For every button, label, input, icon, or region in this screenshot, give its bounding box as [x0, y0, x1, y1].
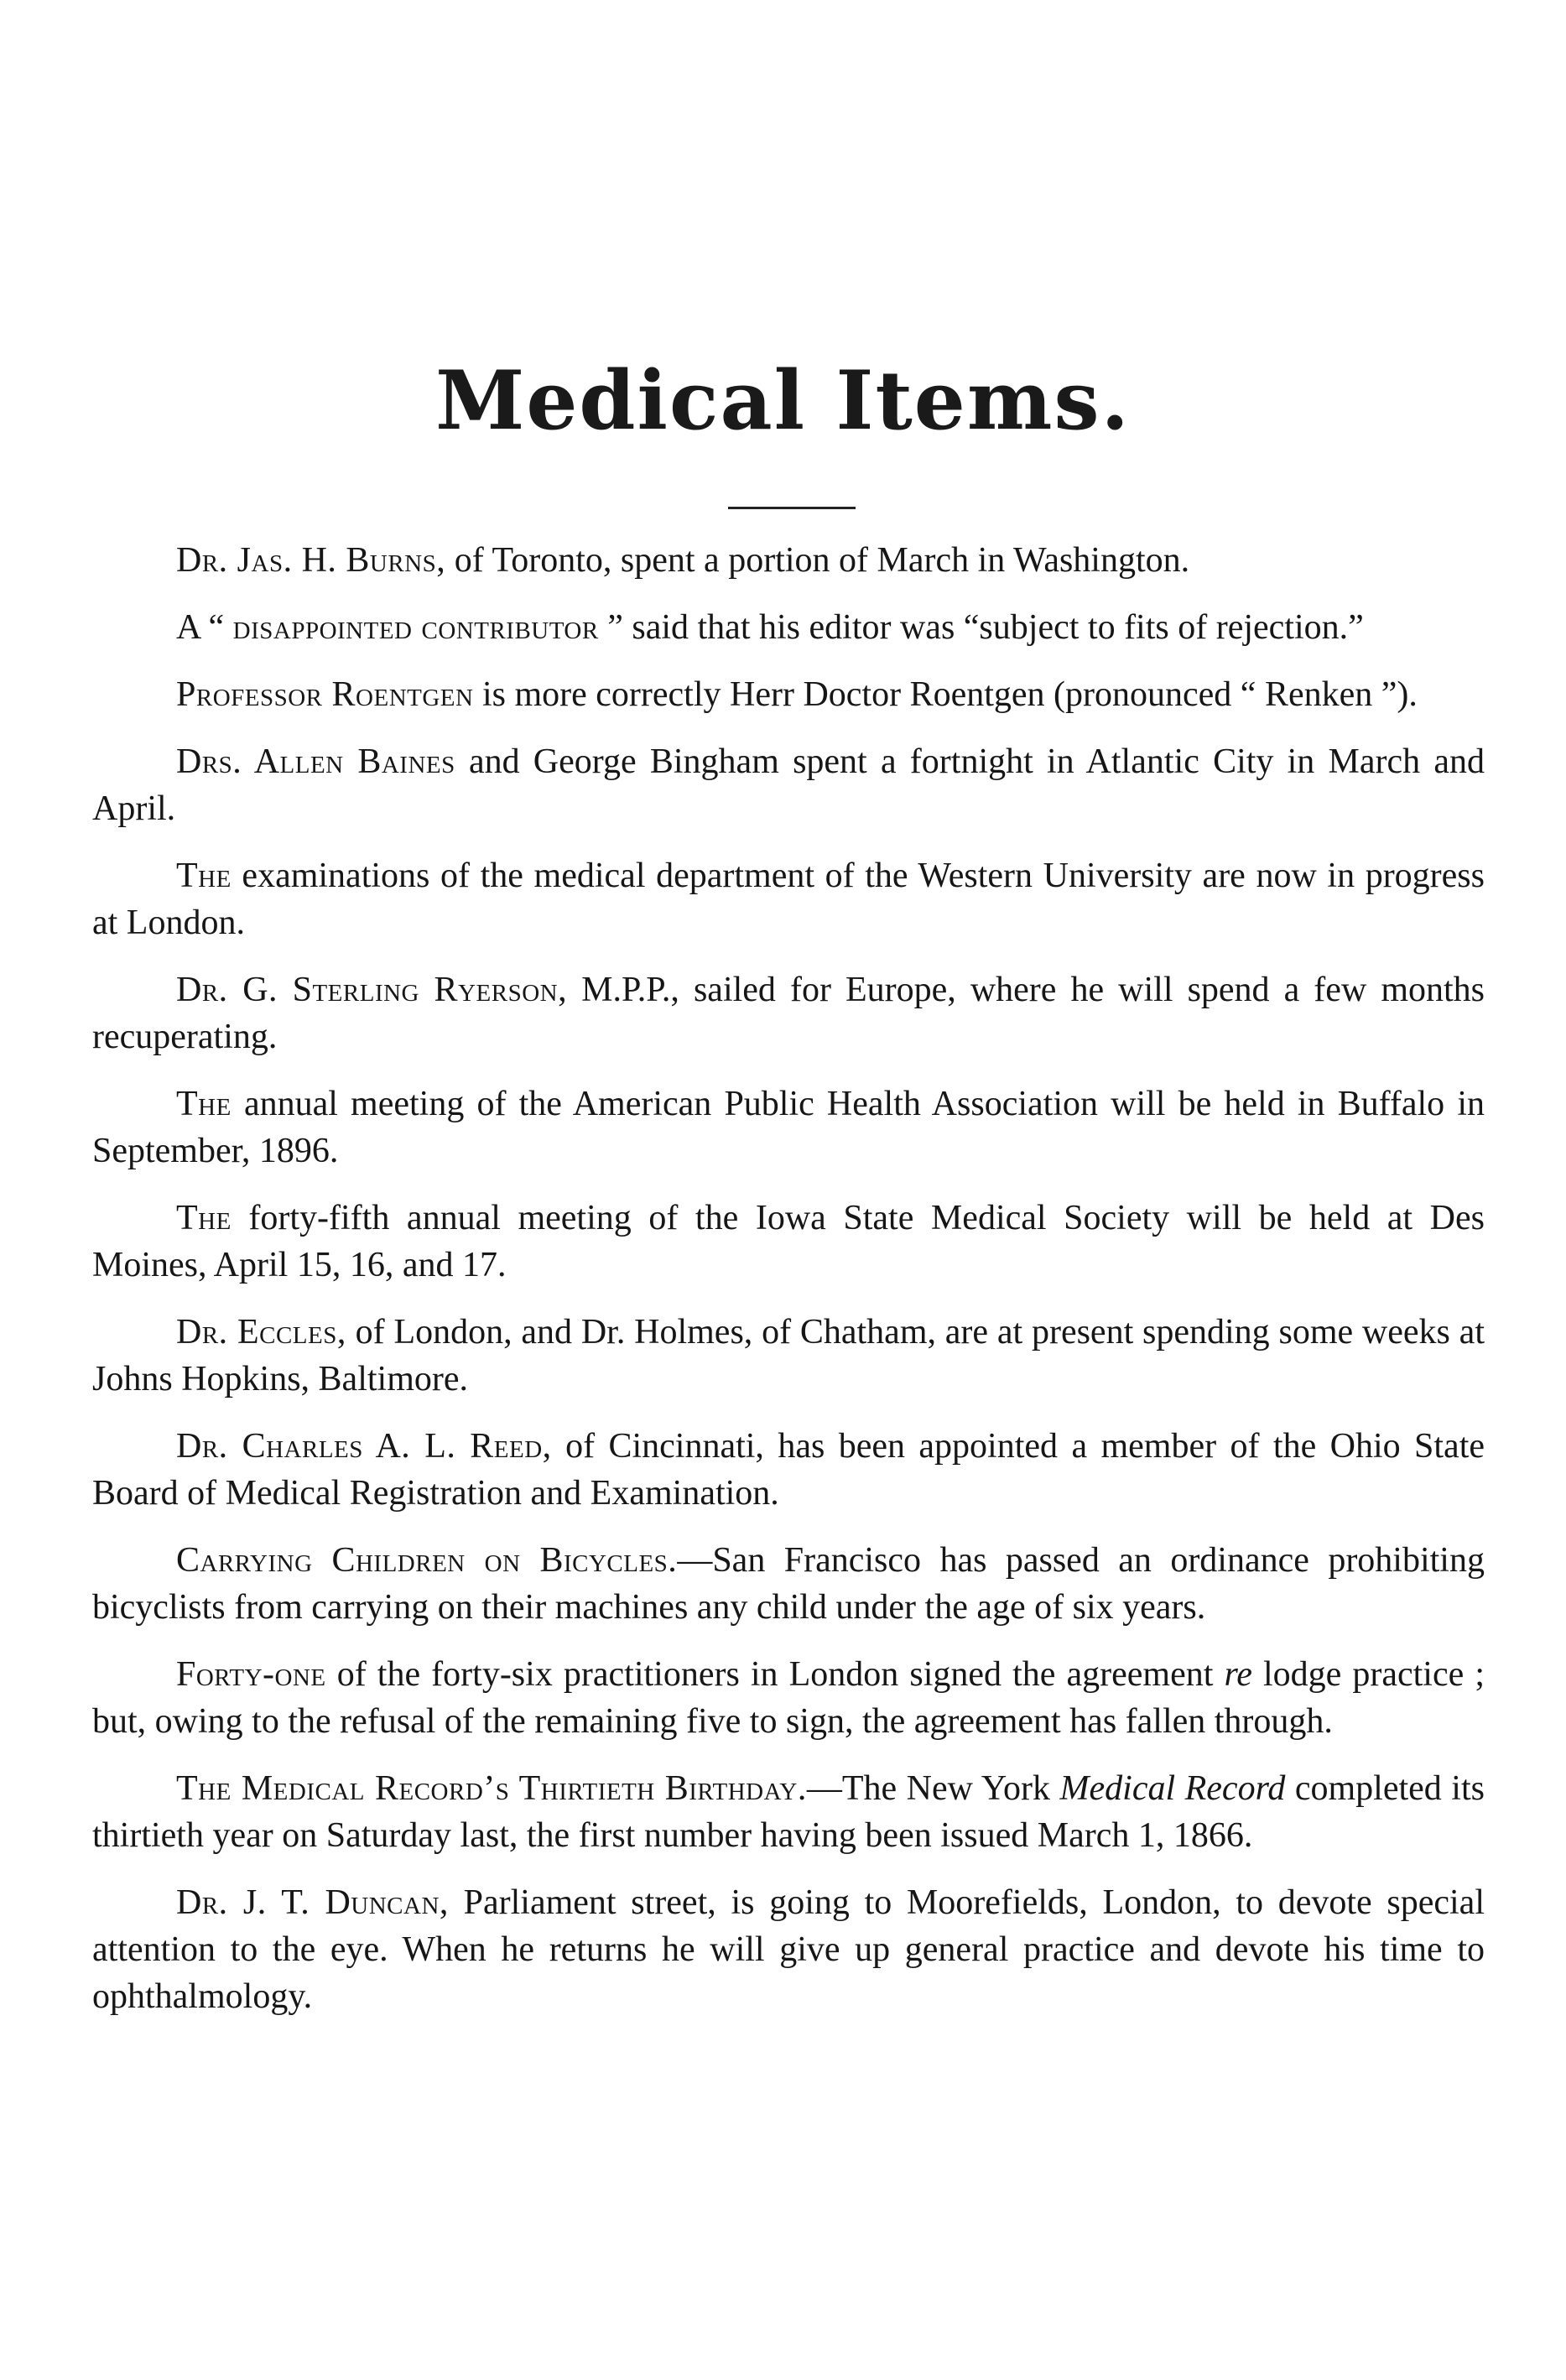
- page-title: Medical Items.: [435, 353, 1131, 448]
- news-item-duncan: [92, 1879, 1485, 2020]
- item-lead: Carrying Children on Bicycles.: [176, 1541, 678, 1580]
- title-divider: [728, 507, 856, 509]
- news-items: [92, 537, 1485, 2040]
- item-text: examinations of the medical department of the Western University are now in progress at London.: [92, 857, 1485, 942]
- news-item-roentgen: [92, 671, 1485, 718]
- item-italic: Medical Record: [1059, 1769, 1286, 1808]
- item-text: forty-fifth annual meeting of the Iowa State Medical Society will be held at Des Moines, April 15, 16, and 17.: [92, 1199, 1485, 1284]
- item-text: of Toronto, spent a portion of March in Washington.: [445, 541, 1190, 580]
- news-item-burns: [92, 537, 1485, 584]
- item-lead: The: [176, 1199, 232, 1237]
- news-item-reed: [92, 1423, 1485, 1517]
- item-text-continued: completed its thirtieth year on Saturday last, the first number having been issued March 1, 1866.: [92, 1769, 1485, 1855]
- item-lead: The: [176, 857, 232, 895]
- news-item-public-health-association: [92, 1081, 1485, 1174]
- item-lead: Dr. J. T. Duncan,: [176, 1883, 449, 1922]
- item-text-continued: lodge practice ; but, owing to the refusal of the remaining five to sign, the agreement has fallen through.: [92, 1655, 1485, 1741]
- news-item-disappointed-contributor: [92, 604, 1485, 651]
- item-lead: Forty-one: [176, 1655, 326, 1694]
- item-text: —The New York: [806, 1769, 1060, 1808]
- item-text: of Cincinnati, has been appointed a member of the Ohio State Board of Medical Registration and Examination.: [92, 1427, 1485, 1513]
- news-item-eccles-holmes: [92, 1309, 1485, 1403]
- item-lead: The: [176, 1085, 232, 1123]
- news-item-iowa-medical-society: [92, 1195, 1485, 1289]
- item-lead: The Medical Record’s Thirtieth Birthday.: [176, 1769, 807, 1808]
- item-lead: Dr. Eccles,: [176, 1313, 346, 1351]
- news-item-lodge-practice: [92, 1651, 1485, 1745]
- item-lead: Drs. Allen Baines: [176, 742, 455, 781]
- item-text: ” said that his editor was “subject to fits of rejection.”: [598, 608, 1364, 647]
- news-item-western-university: [92, 852, 1485, 946]
- item-text: of London, and Dr. Holmes, of Chatham, are at present spending some weeks at Johns Hopkins, Baltimore.: [92, 1313, 1485, 1398]
- item-italic: re: [1224, 1655, 1252, 1694]
- item-text: M.P.P., sailed for Europe, where he will spend a few months recuperating.: [92, 971, 1485, 1056]
- item-lead: Dr. G. Sterling Ryerson,: [176, 971, 568, 1009]
- news-item-bicycles: [92, 1537, 1485, 1631]
- news-item-baines-bingham: [92, 738, 1485, 832]
- item-lead: Professor Roentgen: [176, 675, 474, 714]
- item-text: and George Bingham spent a fortnight in Atlantic City in March and April.: [92, 742, 1485, 828]
- news-item-ryerson: [92, 966, 1485, 1060]
- item-pre: A “: [176, 608, 233, 647]
- item-text: is more correctly Herr Doctor Roentgen (pronounced “ Renken ”).: [473, 675, 1418, 714]
- news-item-medical-record: [92, 1765, 1485, 1859]
- item-text: of the forty-six practitioners in London signed the agreement: [325, 1655, 1225, 1694]
- item-text: —San Francisco has passed an ordinance prohibiting bicyclists from carrying on their machines any child under the age of six years.: [92, 1541, 1485, 1627]
- item-text: annual meeting of the American Public Health Association will be held in Buffalo in September, 1896.: [92, 1085, 1485, 1170]
- item-lead: disappointed contributor: [232, 608, 599, 647]
- item-text: Parliament street, is going to Moorefields, London, to devote special attention to the eye. When he returns he will give up general practice and devote his time to ophthalmology.: [92, 1883, 1485, 2016]
- item-lead: Dr. Jas. H. Burns,: [176, 541, 446, 580]
- item-lead: Dr. Charles A. L. Reed,: [176, 1427, 552, 1466]
